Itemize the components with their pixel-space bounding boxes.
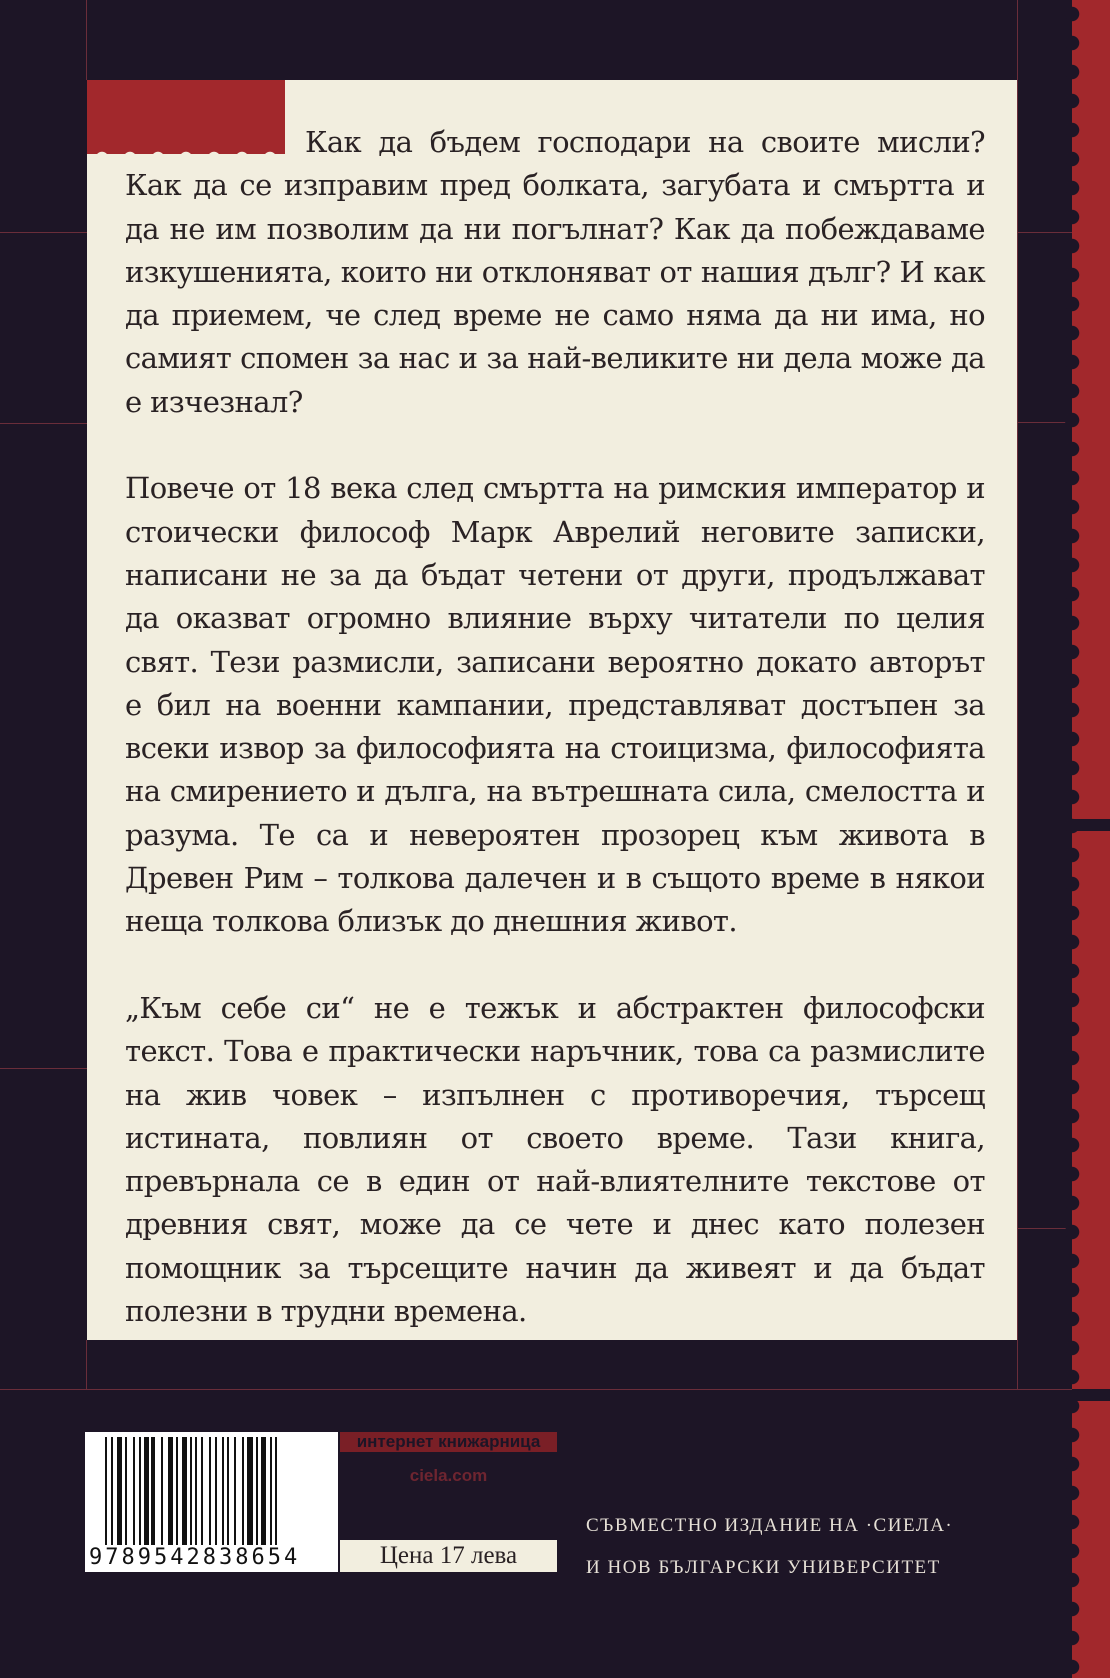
strip-crossbar-1 [1072, 819, 1110, 831]
paragraph-2: Повече от 18 века след смъртта на римския император и стоически философ Марк Аврелий неговите записки, написани не за да бъдат четени от други, продължават да оказват огромно влияние върху читатели по целия свят. Тези размисли, записани вероятно докато авторът е бил на военни кампании, представляват достъпен за всеки извор за философията на стоицизма, философията на смирението и дълга, на вътрешната сила, смелостта и разума. Те са и невероятен прозорец към живота в Древен Рим – толкова далечен и в същото време в някои неща толкова близък до днешния живот. [125, 471, 985, 939]
frame-line-left [86, 0, 87, 80]
paragraph-1: Как да бъдем господари на своите мисли? Как да се изправим пред болката, загубата и смъртта и да не им позволим да ни погълнат? Как да побеждаваме изкушенията, които ни отклоняват от нашия дълг? И как да приемем, че след време не само няма да ни има, но самият спомен за нас и за най-великите ни дела може да е изчезнал? [125, 125, 985, 419]
strip-crossbar-2 [1072, 1389, 1110, 1401]
price-label: Цена 17 лева [340, 1540, 557, 1572]
shop-label: интернет книжарница [340, 1432, 557, 1452]
isbn-barcode [85, 1432, 338, 1572]
publisher-line-1: СЪВМЕСТНО ИЗДАНИЕ НА ·СИЕЛА· [586, 1515, 954, 1536]
blurb-text [125, 121, 985, 1377]
frame-line-right [1017, 0, 1018, 1390]
frame-line-left-1 [0, 232, 87, 233]
publisher-line-2: И НОВ БЪЛГАРСКИ УНИВЕРСИТЕТ [586, 1557, 941, 1578]
shop-url: ciela.com [409, 1466, 488, 1485]
frame-line-left-3 [0, 1068, 87, 1069]
frame-line-left-2 [0, 423, 87, 424]
frame-line-left-lower [86, 1340, 87, 1390]
paragraph-3: „Към себе си“ не е тежък и абстрактен философски текст. Това е практически наръчник, това са размислите на жив човек – изпълнен с противоречия, търсещ истината, повлиян от своето време. Тази книга, превърнала се в един от най-влиятелните текстове от древния свят, може да се чете и днес като полезен помощник за търсещите начин да живеят и да бъдат полезни в трудни времена. [125, 990, 985, 1329]
perforation-edge [1064, 0, 1080, 1678]
isbn-number: 9789542838654 [89, 1546, 334, 1570]
barcode-bars [105, 1437, 330, 1545]
publisher-note [586, 1505, 1046, 1589]
frame-line-bottom [0, 1389, 1072, 1390]
